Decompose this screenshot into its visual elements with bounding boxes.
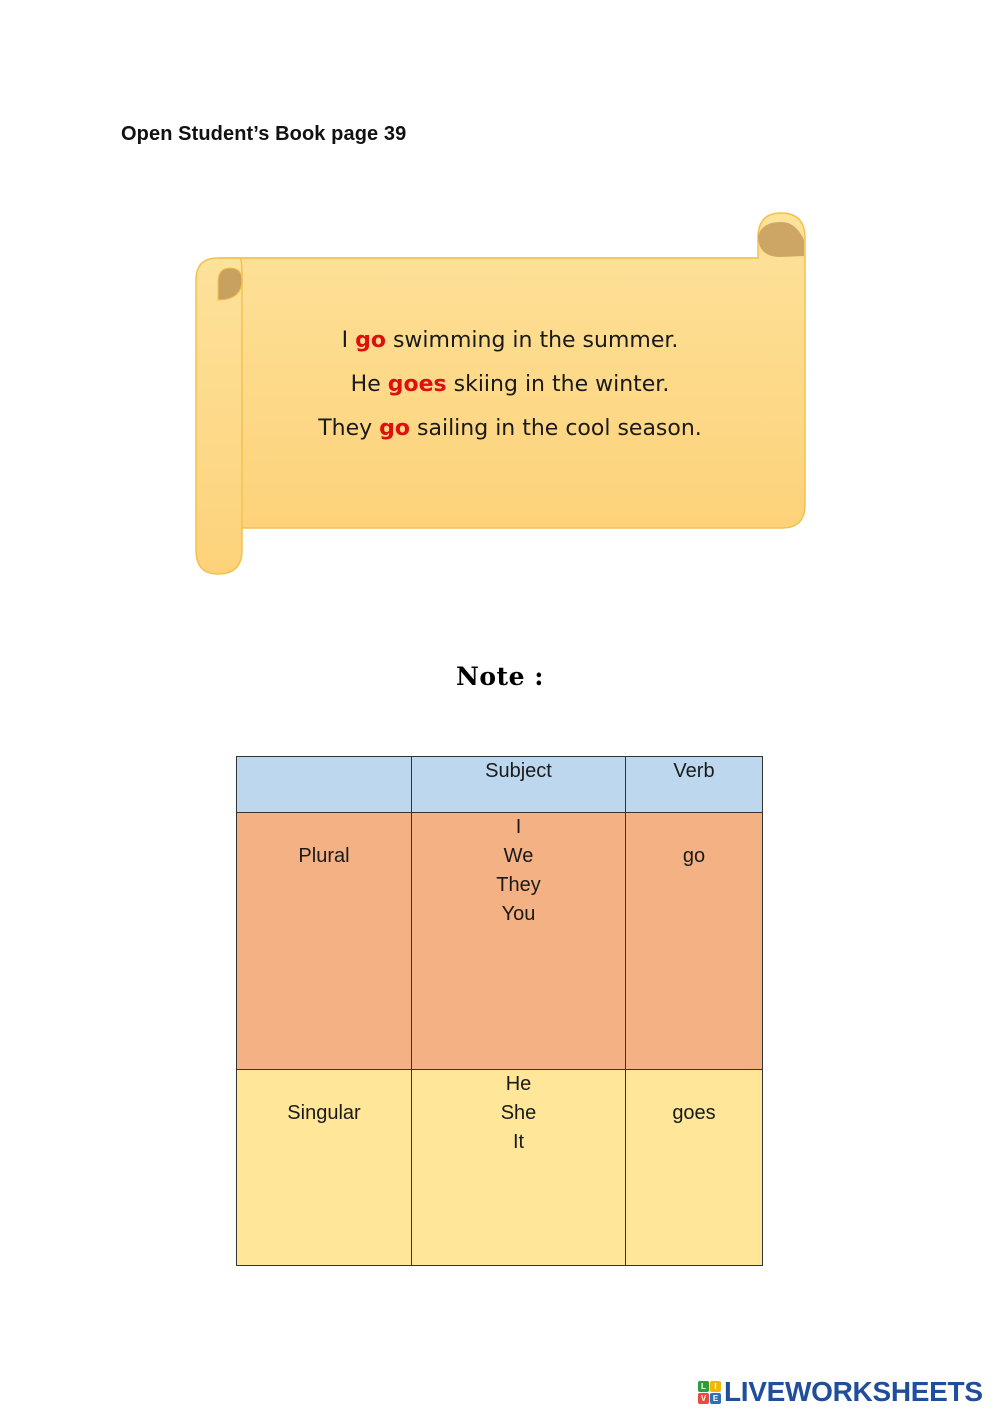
scroll-body [240,213,805,528]
table-header-row [237,757,763,813]
subject-pronoun: We [503,845,534,867]
verb-highlight: goes [387,372,447,397]
subject-pronoun: She [500,1102,537,1124]
verb-form: goes [626,1070,763,1266]
scroll-sentence-1: I go swimming in the summer. [341,328,679,353]
verb-highlight: go [355,328,386,353]
table-header-cell [237,757,412,813]
verb-highlight: go [379,416,411,441]
table-row-singular [237,1070,763,1266]
logo-mark-letter: I [710,1381,721,1392]
subject-pronoun: You [501,903,536,925]
scroll-sentence-3: They go sailing in the cool season. [318,416,702,441]
subject-verb-table [236,756,763,1266]
subject-pronoun: He [505,1073,532,1095]
instruction-text: Open Student’s Book page 39 [121,123,407,145]
note-heading: Note : [456,662,544,691]
row-label: Plural [237,813,412,1070]
verb-form: go [626,813,763,1070]
liveworksheets-logo-icon [698,1381,721,1404]
table-row-plural [237,813,763,1070]
logo-mark-letter: V [698,1393,709,1404]
table-header-cell: Subject [412,757,626,813]
logo-mark-letter: L [698,1381,709,1392]
subject-list [412,1070,626,1266]
subject-pronoun: I [515,816,522,838]
logo-text: LIVEWORKSHEETS [724,1376,983,1407]
logo-mark-letter: E [710,1393,721,1404]
scroll-sentence-2: He goes skiing in the winter. [350,372,670,397]
table-header-cell: Verb [626,757,763,813]
subject-pronoun: It [512,1131,525,1153]
scroll-left-roll [196,258,242,574]
subject-pronoun: They [496,874,541,896]
subject-list [412,813,626,1070]
liveworksheets-logo[interactable] [698,1376,983,1408]
row-label: Singular [237,1070,412,1266]
